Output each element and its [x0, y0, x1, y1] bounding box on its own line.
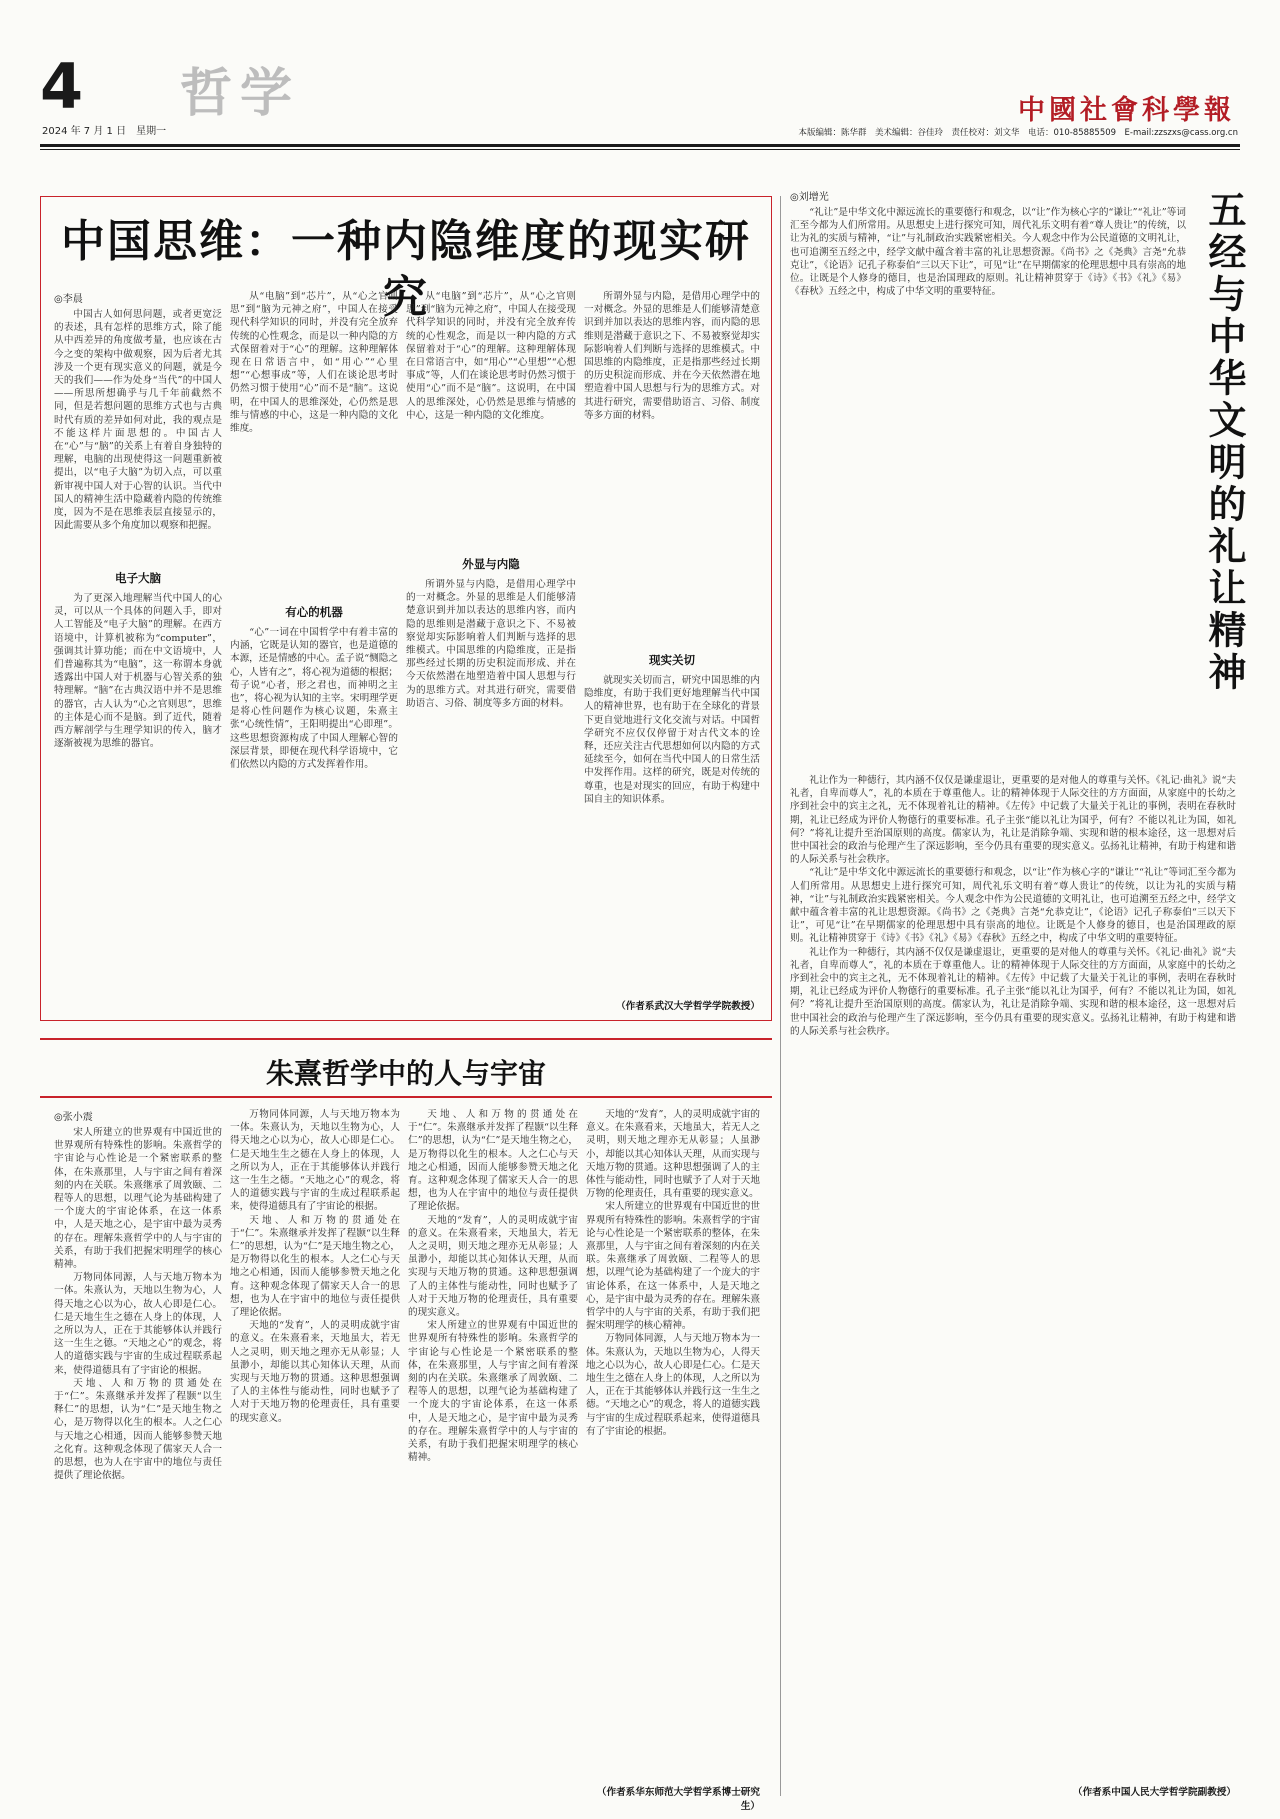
column-divider [780, 196, 781, 1796]
side-article-title [1198, 190, 1250, 703]
main-article-column-1b: 为了更深入地理解当代中国人的心灵，可以从一个具体的问题入手，即对人工智能及“电子大脑”的理解。在西方语境中，计算机被称为“computer”，强调其计算功能；而在中文语境中，人们普遍称其为“电脑”，这一称谓本身就透露出中国人对于机器与心智关系的独特理解。“脑”在古典汉语中并不是思维的器官，古人认为“心之官则思”，思维的主体是心而不是脑。到了近代，随着西方解剖学与生理学知识的传入，脑才逐渐被视为思维的器官。 [54, 593, 222, 750]
section-heading-electronic-brain: 电子大脑 [115, 571, 161, 585]
main-article-author: ◎李晨 [54, 294, 83, 305]
bottom-article-column-2: 万物同体同源，人与天地万物本为一体。朱熹认为，天地以生物为心，人得天地之心以为心，故人心即是仁心。仁是天地生生之德在人身上的体现，人之所以为人，正在于其能够体认并践行这一生生之德。“天地之心”的观念，将人的道德实践与宇宙的生成过程联系起来，使得道德具有了宇宙论的根据。 天地、人和万物的贯通处在于“仁”。朱熹继承并发挥了程颢“以生释仁”的思想，认为“仁”是天地生物之心，是万物得以化生的根本。人之仁心与天地之心相通，因而人能够参赞天地之化育。这种观念体现了儒家天人合一的思想，也为人在宇宙中的地位与责任提供了理论依据。 天地的“发育”，人的灵明成就宇宙的意义。在朱熹看来，天地虽大，若无人之灵明，则天地之理亦无从彰显；人虽渺小，却能以其心知体认天理，从而实现与天地万物的贯通。这种思想强调了人的主体性与能动性，同时也赋予了人对于天地万物的伦理责任，具有重要的现实意义。 [230, 1109, 400, 1424]
main-article-column-3b: 所谓外显与内隐，是借用心理学中的一对概念。外显的思维是人们能够清楚意识到并加以表达的思维内容，而内隐的思维则是潜藏于意识之下、不易被察觉却实际影响着人们判断与选择的思维模式。中国思维的内隐维度，正是指那些经过长期的历史积淀而形成、并在今天依然潜在地塑造着中国人思想与行为的思维方式。对其进行研究，需要借助语言、习俗、制度等多方面的材料。 [406, 579, 576, 709]
section-heading-reality-concerns: 现实关切 [649, 653, 695, 667]
side-article-credit: （作者系中国人民大学哲学院副教授） [1072, 1787, 1236, 1798]
main-article-column-4b: 就现实关切而言，研究中国思维的内隐维度，有助于我们更好地理解当代中国人的精神世界，也有助于在全球化的背景下更自觉地进行文化交流与对话。中国哲学研究不应仅仅停留于对古代文本的诠释，还应关注古代思想如何以内隐的方式延续至今，如何在当代中国人的日常生活中发挥作用。这样的研究，既是对传统的尊重，也是对现实的回应，有助于构建中国自主的知识体系。 [584, 675, 760, 805]
bottom-article-column-3: 天地、人和万物的贯通处在于“仁”。朱熹继承并发挥了程颢“以生释仁”的思想，认为“仁”是天地生物之心，是万物得以化生的根本。人之仁心与天地之心相通，因而人能够参赞天地之化育。这种观念体现了儒家天人合一的思想，也为人在宇宙中的地位与责任提供了理论依据。 天地的“发育”，人的灵明成就宇宙的意义。在朱熹看来，天地虽大，若无人之灵明，则天地之理亦无从彰显；人虽渺小，却能以其心知体认天理，从而实现与天地万物的贯通。这种思想强调了人的主体性与能动性，同时也赋予了人对于天地万物的伦理责任，具有重要的现实意义。 宋人所建立的世界观有中国近世的世界观所有特殊性的影响。朱熹哲学的宇宙论与心性论是一个紧密联系的整体，在朱熹那里，人与宇宙之间有着深刻的内在关联。朱熹继承了周敦颐、二程等人的思想，以理气论为基础构建了一个庞大的宇宙论体系，在这一体系中，人是天地之心，是宇宙中最为灵秀的存在。理解朱熹哲学中的人与宇宙的关系，有助于我们把握宋明理学的核心精神。 [408, 1109, 578, 1464]
issue-date: 2024 年 7 月 1 日 星期一 [42, 126, 167, 137]
bottom-article-column-1: 宋人所建立的世界观有中国近世的世界观所有特殊性的影响。朱熹哲学的宇宙论与心性论是一个紧密联系的整体，在朱熹那里，人与宇宙之间有着深刻的内在关联。朱熹继承了周敦颐、二程等人的思想，以理气论为基础构建了一个庞大的宇宙论体系，在这一体系中，人是天地之心，是宇宙中最为灵秀的存在。理解朱熹哲学中的人与宇宙的关系，有助于我们把握宋明理学的核心精神。 万物同体同源，人与天地万物本为一体。朱熹认为，天地以生物为心，人得天地之心以为心，故人心即是仁心。仁是天地生生之德在人身上的体现，人之所以为人，正在于其能够体认并践行这一生生之德。“天地之心”的观念，将人的道德实践与宇宙的生成过程联系起来，使得道德具有了宇宙论的根据。 天地、人和万物的贯通处在于“仁”。朱熹继承并发挥了程颢“以生释仁”的思想，认为“仁”是天地生物之心，是万物得以化生的根本。人之仁心与天地之心相通，因而人能够参赞天地之化育。这种观念体现了儒家天人合一的思想，也为人在宇宙中的地位与责任提供了理论依据。 [54, 1127, 222, 1482]
page-number: 4 [40, 50, 84, 123]
main-article-column-3: 从“电脑”到“芯片”，从“心之官则思”到“脑为元神之府”，中国人在接受现代科学知识的同时，并没有完全放弃传统的心性观念，而是以一种内隐的方式保留着对于“心”的理解。这种理解体现在日常语言中，如“用心”“心里想”“心想事成”等，人们在谈论思考时仍然习惯于使用“心”而不是“脑”。这说明，在中国人的思维深处，心仍然是思维与情感的中心，这是一种内隐的文化维度。 [406, 291, 576, 421]
bottom-article-credit: （作者系华东师范大学哲学系博士研究生） [596, 1787, 760, 1812]
side-article-column-1: “礼让”是中华文化中源远流长的重要德行和观念，以“让”作为核心字的“谦让”“礼让”等词汇至今都为人们所常用。从思想史上进行探究可知，周代礼乐文明有着“尊人贵让”的传统，以让为礼的实质与精神，“让”与礼制政治实践紧密相关。今人观念中作为公民道德的文明礼让，也可追溯至五经之中，经学文献中蕴含着丰富的礼让思想资源。《尚书》之《尧典》言尧“允恭克让”，《论语》记孔子称泰伯“三以天下让”，可见“让”在早期儒家的伦理思想中具有崇高的地位。让既是个人修身的德目，也是治国理政的原则。礼让精神贯穿于《诗》《书》《礼》《易》《春秋》五经之中，构成了中华文明的重要特征。 [790, 207, 1186, 298]
main-article-title: 中国思维：一种内隐维度的现实研究 [61, 216, 751, 323]
section-heading-explicit-implicit: 外显与内隐 [462, 557, 520, 571]
main-article-column-2: 从“电脑”到“芯片”，从“心之官则思”到“脑为元神之府”，中国人在接受现代科学知识的同时，并没有完全放弃传统的心性观念，而是以一种内隐的方式保留着对于“心”的理解。这种理解体现在日常语言中，如“用心”“心里想”“心想事成”等，人们在谈论思考时仍然习惯于使用“心”而不是“脑”。这说明，在中国人的思维深处，心仍然是思维与情感的中心，这是一种内隐的文化维度。 [230, 291, 398, 435]
bottom-article-title: 朱熹哲学中的人与宇宙 [265, 1057, 546, 1090]
section-heading-mindful-machine: 有心的机器 [285, 605, 343, 619]
main-article-column-1: 中国古人如何思问题，或者更宽泛的表述，具有怎样的思维方式，除了能从中西差异的角度做考量，也应该在古今之变的架构中做观察，因为后者尤其涉及一个更有现实意义的问题，就是今天的我们——作为处身“当代”的中国人——所思所想确乎与几千年前截然不同，但是若想问题的思维方式也与古典时代有质的差异如何对此，我的观点是不能这样片面思想的。中国古人在“心”与“脑”的关系上有着自身独特的理解，电脑的出现使得这一问题重新被提出，以“电子大脑”为切入点，可以重新审视中国人对于心智的认识。当代中国人的精神生活中隐藏着内隐的传统维度，因为不是在思维表层直接显示的，因此需要从多个角度加以观察和把握。 [54, 309, 222, 532]
newspaper-name: 中國社會科學報 [1018, 95, 1235, 126]
bottom-article-author: ◎张小震 [54, 1112, 93, 1123]
side-article-author: ◎刘增光 [790, 192, 829, 203]
masthead-rule-thin [40, 149, 1240, 150]
masthead-rule [40, 144, 1240, 147]
bottom-article-column-4: 天地的“发育”，人的灵明成就宇宙的意义。在朱熹看来，天地虽大，若无人之灵明，则天地之理亦无从彰显；人虽渺小，却能以其心知体认天理，从而实现与天地万物的贯通。这种思想强调了人的主体性与能动性，同时也赋予了人对于天地万物的伦理责任，具有重要的现实意义。 宋人所建立的世界观有中国近世的世界观所有特殊性的影响。朱熹哲学的宇宙论与心性论是一个紧密联系的整体，在朱熹那里，人与宇宙之间有着深刻的内在关联。朱熹继承了周敦颐、二程等人的思想，以理气论为基础构建了一个庞大的宇宙论体系，在这一体系中，人是天地之心，是宇宙中最为灵秀的存在。理解朱熹哲学中的人与宇宙的关系，有助于我们把握宋明理学的核心精神。 万物同体同源，人与天地万物本为一体。朱熹认为，天地以生物为心，人得天地之心以为心，故人心即是仁心。仁是天地生生之德在人身上的体现，人之所以为人，正在于其能够体认并践行这一生生之德。“天地之心”的观念，将人的道德实践与宇宙的生成过程联系起来，使得道德具有了宇宙论的根据。 [586, 1109, 760, 1437]
section-title: 哲学 [180, 63, 301, 124]
bottom-article-rule [40, 1038, 772, 1040]
side-article-title-text: 五经与中华文明的礼让精神 [1202, 190, 1246, 694]
bottom-article-rule-2 [40, 1096, 772, 1098]
editor-credits: 本版编辑：陈华群 美术编辑：谷佳玲 责任校对：刘文华 电话：010-85885509 E-mail:zzszxs@cass.org.cn [798, 128, 1238, 138]
main-article-column-2b: “心”一词在中国哲学中有着丰富的内涵，它既是认知的器官，也是道德的本源，还是情感的中心。孟子说“恻隐之心，人皆有之”，将心视为道德的根据；荀子说“心者，形之君也，而神明之主也”，将心视为认知的主宰。宋明理学更是将心性问题作为核心议题，朱熹主张“心统性情”，王阳明提出“心即理”。这些思想资源构成了中国人理解心智的深层背景，即便在现代科学语境中，它们依然以内隐的方式发挥着作用。 [230, 627, 398, 771]
main-article-credit: （作者系武汉大学哲学学院教授） [616, 1001, 760, 1012]
main-article-column-4: 所谓外显与内隐，是借用心理学中的一对概念。外显的思维是人们能够清楚意识到并加以表达的思维内容，而内隐的思维则是潜藏于意识之下、不易被察觉却实际影响着人们判断与选择的思维模式。中国思维的内隐维度，正是指那些经过长期的历史积淀而形成、并在今天依然潜在地塑造着中国人思想与行为的思维方式。对其进行研究，需要借助语言、习俗、制度等多方面的材料。 [584, 291, 760, 421]
side-article-column-2: 礼让作为一种德行，其内涵不仅仅是谦虚退让，更重要的是对他人的尊重与关怀。《礼记·曲礼》说“夫礼者，自卑而尊人”，礼的本质在于尊重他人。让的精神体现于人际交往的方方面面，从家庭中的长幼之序到社会中的宾主之礼，无不体现着礼让的精神。《左传》中记载了大量关于礼让的事例，表明在春秋时期，礼让已经成为评价人物德行的重要标准。孔子主张“能以礼让为国乎，何有？不能以礼让为国，如礼何？”将礼让提升至治国原则的高度。儒家认为，礼让是消除争端、实现和谐的根本途径，这一思想对后世中国社会的政治与伦理产生了深远影响，至今仍具有重要的现实意义。弘扬礼让精神，有助于构建和谐的人际关系与社会秩序。 “礼让”是中华文化中源远流长的重要德行和观念，以“让”作为核心字的“谦让”“礼让”等词汇至今都为人们所常用。从思想史上进行探究可知，周代礼乐文明有着“尊人贵让”的传统，以让为礼的实质与精神，“让”与礼制政治实践紧密相关。今人观念中作为公民道德的文明礼让，也可追溯至五经之中，经学文献中蕴含着丰富的礼让思想资源。《尚书》之《尧典》言尧“允恭克让”，《论语》记孔子称泰伯“三以天下让”，可见“让”在早期儒家的伦理思想中具有崇高的地位。让既是个人修身的德目，也是治国理政的原则。礼让精神贯穿于《诗》《书》《礼》《易》《春秋》五经之中，构成了中华文明的重要特征。 礼让作为一种德行，其内涵不仅仅是谦虚退让，更重要的是对他人的尊重与关怀。《礼记·曲礼》说“夫礼者，自卑而尊人”，礼的本质在于尊重他人。让的精神体现于人际交往的方方面面，从家庭中的长幼之序到社会中的宾主之礼，无不体现着礼让的精神。《左传》中记载了大量关于礼让的事例，表明在春秋时期，礼让已经成为评价人物德行的重要标准。孔子主张“能以礼让为国乎，何有？不能以礼让为国，如礼何？”将礼让提升至治国原则的高度。儒家认为，礼让是消除争端、实现和谐的根本途径，这一思想对后世中国社会的政治与伦理产生了深远影响，至今仍具有重要的现实意义。弘扬礼让精神，有助于构建和谐的人际关系与社会秩序。 [790, 775, 1236, 1037]
